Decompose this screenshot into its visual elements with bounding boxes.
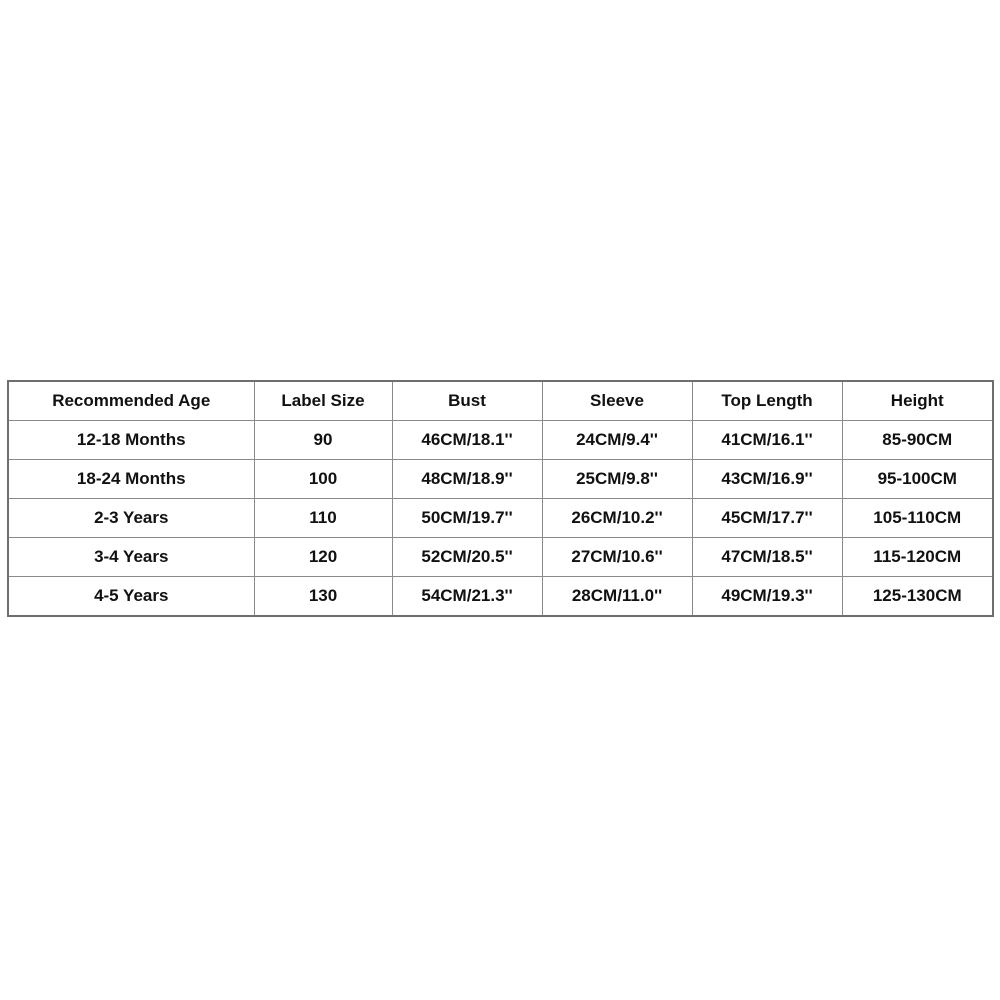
- cell-label-size: 100: [254, 460, 392, 499]
- cell-label-size: 110: [254, 499, 392, 538]
- cell-top-length: 41CM/16.1'': [692, 421, 842, 460]
- table-row: [8, 460, 993, 499]
- cell-sleeve: 24CM/9.4'': [542, 421, 692, 460]
- cell-label-size: 130: [254, 577, 392, 617]
- cell-bust: 46CM/18.1'': [392, 421, 542, 460]
- cell-bust: 50CM/19.7'': [392, 499, 542, 538]
- table-row: [8, 577, 993, 617]
- header-bust: Bust: [392, 381, 542, 421]
- cell-recommended-age: 4-5 Years: [8, 577, 254, 617]
- cell-sleeve: 26CM/10.2'': [542, 499, 692, 538]
- cell-recommended-age: 12-18 Months: [8, 421, 254, 460]
- table-row: [8, 499, 993, 538]
- cell-recommended-age: 18-24 Months: [8, 460, 254, 499]
- cell-recommended-age: 3-4 Years: [8, 538, 254, 577]
- cell-sleeve: 25CM/9.8'': [542, 460, 692, 499]
- cell-sleeve: 27CM/10.6'': [542, 538, 692, 577]
- cell-height: 105-110CM: [842, 499, 993, 538]
- header-label-size: Label Size: [254, 381, 392, 421]
- cell-top-length: 43CM/16.9'': [692, 460, 842, 499]
- size-chart-table: [7, 380, 994, 617]
- cell-height: 115-120CM: [842, 538, 993, 577]
- cell-label-size: 120: [254, 538, 392, 577]
- cell-bust: 54CM/21.3'': [392, 577, 542, 617]
- table-row: [8, 538, 993, 577]
- cell-height: 125-130CM: [842, 577, 993, 617]
- table-row: [8, 421, 993, 460]
- cell-top-length: 49CM/19.3'': [692, 577, 842, 617]
- header-height: Height: [842, 381, 993, 421]
- header-sleeve: Sleeve: [542, 381, 692, 421]
- cell-label-size: 90: [254, 421, 392, 460]
- header-top-length: Top Length: [692, 381, 842, 421]
- cell-top-length: 47CM/18.5'': [692, 538, 842, 577]
- cell-bust: 48CM/18.9'': [392, 460, 542, 499]
- header-row: [8, 381, 993, 421]
- cell-bust: 52CM/20.5'': [392, 538, 542, 577]
- cell-recommended-age: 2-3 Years: [8, 499, 254, 538]
- cell-sleeve: 28CM/11.0'': [542, 577, 692, 617]
- cell-height: 85-90CM: [842, 421, 993, 460]
- header-recommended-age: Recommended Age: [8, 381, 254, 421]
- cell-top-length: 45CM/17.7'': [692, 499, 842, 538]
- cell-height: 95-100CM: [842, 460, 993, 499]
